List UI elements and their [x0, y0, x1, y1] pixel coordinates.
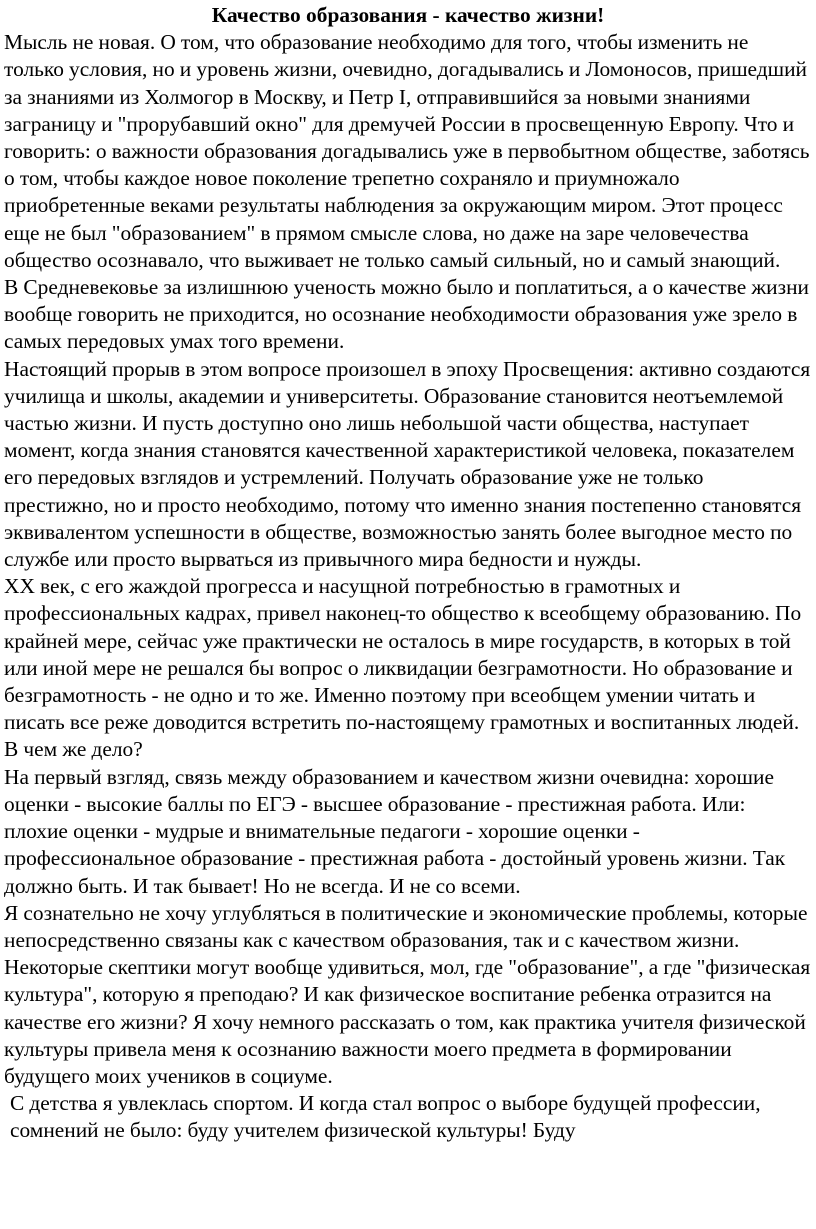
paragraph-3: Настоящий прорыв в этом вопросе произошел в эпоху Просвещения: активно создаются училища и школы, академии и университеты. Образование становится неотъемлемой частью жизни. И пусть доступно оно лишь небольшой части общества, наступает момент, когда знания становятся качественной характеристикой человека, показателем его передовых взглядов и устремлений. Получать образование уже не только престижно, но и просто необходимо, потому что именно знания постепенно становятся эквивалентом успешности в обществе, возможностью занять более выгодное место по службе или просто вырваться из привычного мира бедности и нужды. [4, 356, 811, 572]
document-page [4, 0, 812, 1145]
paragraph-5: На первый взгляд, связь между образованием и качеством жизни очевидна: хорошие оценки - высокие баллы по ЕГЭ - высшее образование - престижная работа. Или: плохие оценки - мудрые и внимательные педагоги - хорошие оценки - профессиональное образование - престижная работа - достойный уровень жизни. Так должно быть. И так бывает! Но не всегда. И не со всеми. [4, 764, 786, 898]
paragraph-7: С детства я увлеклась спортом. И когда стал вопрос о выборе будущей профессии, сомнений не было: буду учителем физической культуры! Буду [10, 1091, 761, 1143]
paragraph-1: Мысль не новая. О том, что образование необходимо для того, чтобы изменить не только условия, но и уровень жизни, очевидно, догадывались и Ломоносов, пришедший за знаниями из Холмогор в Москву, и Петр I, отправившийся за новыми знаниями заграницу и "прорубавший окно" для дремучей России в просвещенную Европу. Что и говорить: о важности образования догадывались уже в первобытном обществе, заботясь о том, чтобы каждое новое поколение трепетно сохраняло и приумножало приобретенные веками результаты наблюдения за окружающим миром. Этот процесс еще не был "образованием" в прямом смысле слова, но даже на заре человечества общество осознавало, что выживает не только самый сильный, но и самый знающий. [4, 30, 810, 272]
paragraph-2: В Средневековье за излишнюю ученость можно было и поплатиться, а о качестве жизни вообще говорить не приходится, но осознание необходимости образования уже зрело в самых передовых умах того времени. [4, 275, 809, 354]
document-title: Качество образования - качество жизни! [211, 3, 605, 27]
paragraph-6: Я сознательно не хочу углубляться в политические и экономические проблемы, которые непосредственно связаны как с качеством образования, так и с качеством жизни. Некоторые скептики могут вообще удивиться, мол, где "образование", а где "физическая культура", которую я преподаю? И как физическое воспитание ребенка отразится на качестве его жизни? Я хочу немного рассказать о том, как практика учителя физической культуры привела меня к осознанию важности моего предмета в формировании будущего моих учеников в социуме. [4, 900, 811, 1088]
paragraph-4: XX век, с его жаждой прогресса и насущной потребностью в грамотных и профессиональных кадрах, привел наконец-то общество к всеобщему образованию. По крайней мере, сейчас уже практически не осталось в мире государств, в которых в той или иной мере не решался бы вопрос о ликвидации безграмотности. Но образование и безграмотность - не одно и то же. Именно поэтому при всеобщем умении читать и писать все реже доводится встретить по-настоящему грамотных и воспитанных людей. В чем же дело? [4, 574, 802, 762]
